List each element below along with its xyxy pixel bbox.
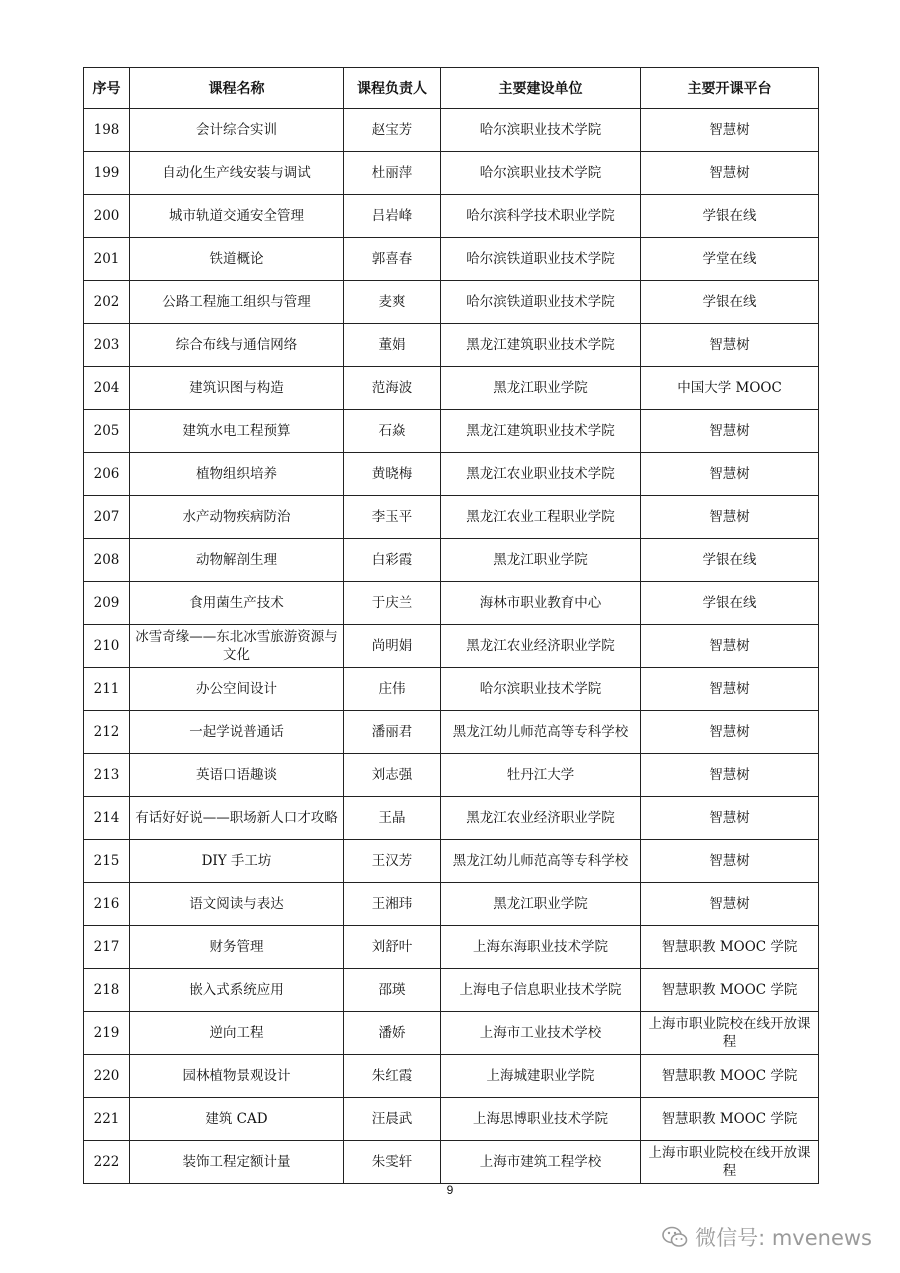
- cell-institution: 牡丹江大学: [441, 754, 641, 797]
- cell-lead: 潘娇: [344, 1012, 441, 1055]
- course-table: [83, 67, 819, 1184]
- cell-lead: 王晶: [344, 797, 441, 840]
- cell-index: 204: [84, 367, 130, 410]
- cell-course-name: 财务管理: [130, 926, 344, 969]
- cell-course-name: 综合布线与通信网络: [130, 324, 344, 367]
- cell-index: 198: [84, 109, 130, 152]
- header-index: 序号: [84, 68, 130, 109]
- cell-institution: 黑龙江建筑职业技术学院: [441, 410, 641, 453]
- table-row: [84, 1141, 819, 1184]
- cell-lead: 杜丽萍: [344, 152, 441, 195]
- cell-lead: 郭喜春: [344, 238, 441, 281]
- table-row: [84, 324, 819, 367]
- cell-index: 220: [84, 1055, 130, 1098]
- cell-platform: 智慧树: [641, 883, 819, 926]
- cell-platform: 智慧树: [641, 152, 819, 195]
- cell-platform: 智慧树: [641, 840, 819, 883]
- cell-course-name: 装饰工程定额计量: [130, 1141, 344, 1184]
- table-row: [84, 926, 819, 969]
- header-course-name: 课程名称: [130, 68, 344, 109]
- header-lead: 课程负责人: [344, 68, 441, 109]
- cell-course-name: 逆向工程: [130, 1012, 344, 1055]
- cell-platform: 智慧树: [641, 410, 819, 453]
- cell-index: 222: [84, 1141, 130, 1184]
- cell-platform: 智慧树: [641, 625, 819, 668]
- cell-platform: 学银在线: [641, 539, 819, 582]
- cell-index: 209: [84, 582, 130, 625]
- cell-platform: 智慧树: [641, 797, 819, 840]
- cell-lead: 王湘玮: [344, 883, 441, 926]
- cell-course-name: 水产动物疾病防治: [130, 496, 344, 539]
- cell-lead: 黄晓梅: [344, 453, 441, 496]
- table-row: [84, 1098, 819, 1141]
- cell-course-name: 建筑识图与构造: [130, 367, 344, 410]
- table-row: [84, 582, 819, 625]
- cell-platform: 智慧树: [641, 668, 819, 711]
- cell-lead: 刘舒叶: [344, 926, 441, 969]
- table-row: [84, 410, 819, 453]
- table-row: [84, 109, 819, 152]
- cell-course-name: 园林植物景观设计: [130, 1055, 344, 1098]
- cell-platform: 智慧树: [641, 754, 819, 797]
- cell-lead: 王汉芳: [344, 840, 441, 883]
- cell-platform: 智慧树: [641, 496, 819, 539]
- table-row: [84, 1012, 819, 1055]
- cell-lead: 麦爽: [344, 281, 441, 324]
- cell-course-name: 语文阅读与表达: [130, 883, 344, 926]
- table-row: [84, 238, 819, 281]
- table-row: [84, 367, 819, 410]
- cell-institution: 黑龙江职业学院: [441, 883, 641, 926]
- cell-index: 213: [84, 754, 130, 797]
- cell-index: 201: [84, 238, 130, 281]
- cell-institution: 哈尔滨铁道职业技术学院: [441, 281, 641, 324]
- cell-institution: 黑龙江农业职业技术学院: [441, 453, 641, 496]
- cell-lead: 于庆兰: [344, 582, 441, 625]
- page-number: 9: [446, 1183, 454, 1197]
- cell-course-name: 自动化生产线安装与调试: [130, 152, 344, 195]
- cell-index: 207: [84, 496, 130, 539]
- header-platform: 主要开课平台: [641, 68, 819, 109]
- cell-course-name: 铁道概论: [130, 238, 344, 281]
- cell-index: 199: [84, 152, 130, 195]
- cell-platform: 智慧职教 MOOC 学院: [641, 1055, 819, 1098]
- cell-lead: 庄伟: [344, 668, 441, 711]
- cell-index: 203: [84, 324, 130, 367]
- cell-lead: 范海波: [344, 367, 441, 410]
- table-row: [84, 496, 819, 539]
- wechat-icon: [661, 1225, 689, 1249]
- cell-platform: 学银在线: [641, 582, 819, 625]
- cell-index: 219: [84, 1012, 130, 1055]
- table-row: [84, 711, 819, 754]
- cell-institution: 哈尔滨职业技术学院: [441, 668, 641, 711]
- cell-course-name: 英语口语趣谈: [130, 754, 344, 797]
- cell-course-name: 一起学说普通话: [130, 711, 344, 754]
- table-body: [84, 109, 819, 1184]
- table-row: [84, 668, 819, 711]
- cell-course-name: 有话好好说——职场新人口才攻略: [130, 797, 344, 840]
- cell-institution: 哈尔滨铁道职业技术学院: [441, 238, 641, 281]
- table-row: [84, 152, 819, 195]
- cell-course-name: 嵌入式系统应用: [130, 969, 344, 1012]
- table-row: [84, 625, 819, 668]
- cell-course-name: 办公空间设计: [130, 668, 344, 711]
- cell-course-name: 公路工程施工组织与管理: [130, 281, 344, 324]
- cell-platform: 智慧树: [641, 324, 819, 367]
- cell-index: 217: [84, 926, 130, 969]
- cell-lead: 潘丽君: [344, 711, 441, 754]
- watermark: [661, 1222, 872, 1252]
- cell-index: 211: [84, 668, 130, 711]
- cell-platform: 学堂在线: [641, 238, 819, 281]
- table-header-row: [84, 68, 819, 109]
- cell-lead: 石焱: [344, 410, 441, 453]
- cell-lead: 吕岩峰: [344, 195, 441, 238]
- table-row: [84, 883, 819, 926]
- cell-course-name: 食用菌生产技术: [130, 582, 344, 625]
- cell-institution: 哈尔滨职业技术学院: [441, 109, 641, 152]
- cell-lead: 汪晨武: [344, 1098, 441, 1141]
- cell-platform: 智慧树: [641, 453, 819, 496]
- table-row: [84, 195, 819, 238]
- cell-index: 216: [84, 883, 130, 926]
- cell-institution: 黑龙江职业学院: [441, 367, 641, 410]
- table-row: [84, 1055, 819, 1098]
- table-row: [84, 754, 819, 797]
- table-row: [84, 453, 819, 496]
- cell-index: 221: [84, 1098, 130, 1141]
- cell-platform: 智慧职教 MOOC 学院: [641, 1098, 819, 1141]
- table-row: [84, 840, 819, 883]
- cell-institution: 黑龙江幼儿师范高等专科学校: [441, 711, 641, 754]
- cell-lead: 白彩霞: [344, 539, 441, 582]
- cell-platform: 学银在线: [641, 195, 819, 238]
- cell-institution: 哈尔滨职业技术学院: [441, 152, 641, 195]
- cell-platform: 中国大学 MOOC: [641, 367, 819, 410]
- cell-institution: 上海市工业技术学校: [441, 1012, 641, 1055]
- cell-index: 202: [84, 281, 130, 324]
- cell-course-name: 建筑水电工程预算: [130, 410, 344, 453]
- cell-platform: 智慧职教 MOOC 学院: [641, 926, 819, 969]
- cell-institution: 黑龙江农业工程职业学院: [441, 496, 641, 539]
- cell-lead: 朱雯轩: [344, 1141, 441, 1184]
- cell-institution: 海林市职业教育中心: [441, 582, 641, 625]
- cell-institution: 黑龙江农业经济职业学院: [441, 797, 641, 840]
- cell-institution: 黑龙江职业学院: [441, 539, 641, 582]
- cell-index: 208: [84, 539, 130, 582]
- cell-lead: 董娟: [344, 324, 441, 367]
- cell-institution: 上海电子信息职业技术学院: [441, 969, 641, 1012]
- cell-institution: 黑龙江幼儿师范高等专科学校: [441, 840, 641, 883]
- cell-lead: 赵宝芳: [344, 109, 441, 152]
- cell-institution: 黑龙江建筑职业技术学院: [441, 324, 641, 367]
- cell-course-name: 建筑 CAD: [130, 1098, 344, 1141]
- cell-platform: 智慧树: [641, 711, 819, 754]
- table-row: [84, 281, 819, 324]
- cell-platform: 智慧职教 MOOC 学院: [641, 969, 819, 1012]
- cell-platform: 学银在线: [641, 281, 819, 324]
- header-institution: 主要建设单位: [441, 68, 641, 109]
- cell-platform: 上海市职业院校在线开放课程: [641, 1012, 819, 1055]
- cell-index: 200: [84, 195, 130, 238]
- table-row: [84, 969, 819, 1012]
- cell-institution: 上海东海职业技术学院: [441, 926, 641, 969]
- cell-institution: 上海思博职业技术学院: [441, 1098, 641, 1141]
- cell-index: 206: [84, 453, 130, 496]
- cell-index: 218: [84, 969, 130, 1012]
- cell-lead: 刘志强: [344, 754, 441, 797]
- cell-institution: 黑龙江农业经济职业学院: [441, 625, 641, 668]
- cell-index: 215: [84, 840, 130, 883]
- cell-index: 210: [84, 625, 130, 668]
- table-row: [84, 539, 819, 582]
- cell-index: 212: [84, 711, 130, 754]
- cell-course-name: 冰雪奇缘——东北冰雪旅游资源与文化: [130, 625, 344, 668]
- cell-institution: 上海市建筑工程学校: [441, 1141, 641, 1184]
- cell-platform: 上海市职业院校在线开放课程: [641, 1141, 819, 1184]
- cell-index: 214: [84, 797, 130, 840]
- cell-course-name: 动物解剖生理: [130, 539, 344, 582]
- cell-lead: 朱红霞: [344, 1055, 441, 1098]
- cell-lead: 邵瑛: [344, 969, 441, 1012]
- table-row: [84, 797, 819, 840]
- cell-index: 205: [84, 410, 130, 453]
- cell-course-name: 会计综合实训: [130, 109, 344, 152]
- watermark-text: 微信号: mvenews: [695, 1226, 872, 1250]
- cell-institution: 上海城建职业学院: [441, 1055, 641, 1098]
- cell-lead: 尚明娟: [344, 625, 441, 668]
- cell-platform: 智慧树: [641, 109, 819, 152]
- cell-course-name: DIY 手工坊: [130, 840, 344, 883]
- cell-lead: 李玉平: [344, 496, 441, 539]
- cell-course-name: 植物组织培养: [130, 453, 344, 496]
- cell-course-name: 城市轨道交通安全管理: [130, 195, 344, 238]
- cell-institution: 哈尔滨科学技术职业学院: [441, 195, 641, 238]
